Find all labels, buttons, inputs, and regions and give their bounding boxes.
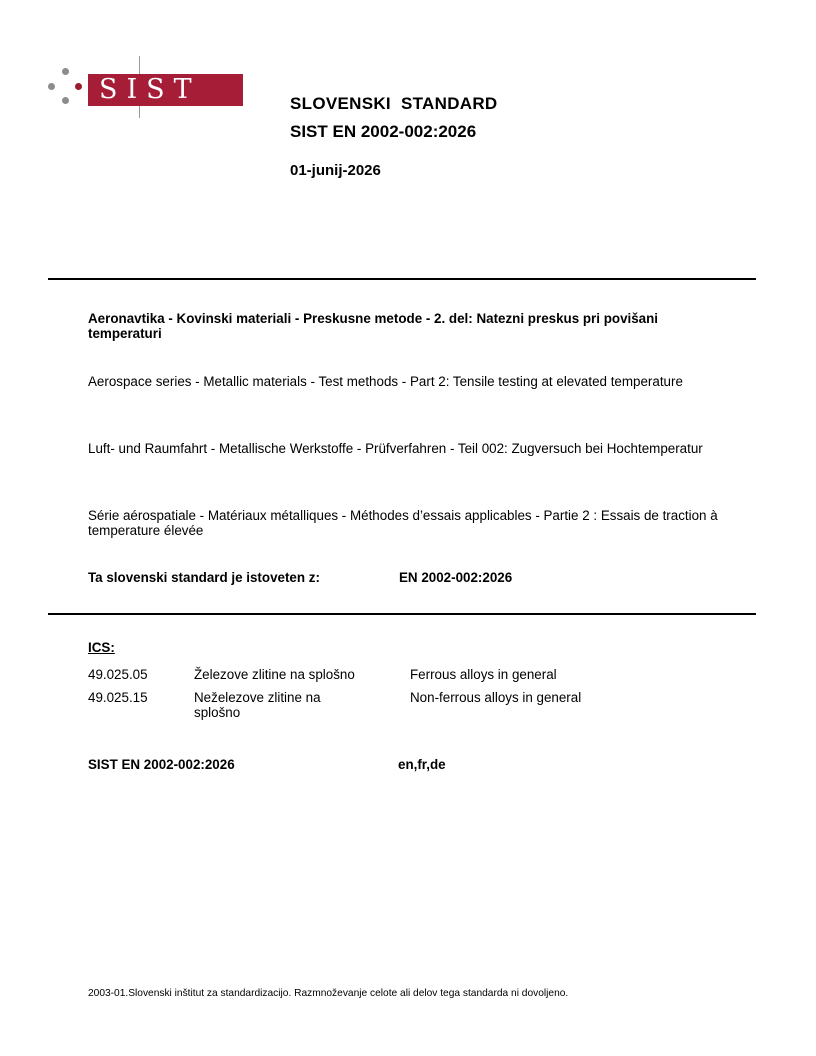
publication-date: 01-junij-2026: [290, 162, 381, 179]
bottom-standard-code: SIST EN 2002-002:2026: [88, 757, 235, 772]
identical-label: Ta slovenski standard je istoveten z:: [88, 570, 320, 585]
standard-type: SLOVENSKI STANDARD: [290, 94, 498, 113]
standard-number: SIST EN 2002-002:2026: [290, 122, 477, 141]
divider-top: [48, 278, 756, 280]
ics-description-sl: Železove zlitine na splošno: [194, 667, 355, 682]
title-german: Luft- und Raumfahrt - Metallische Werkstoffe - Prüfverfahren - Teil 002: Zugversuch bei Hochtemperatur: [88, 441, 703, 456]
title-slovene: Aeronavtika - Kovinski materiali - Preskusne metode - 2. del: Natezni preskus pri povišani temperaturi: [88, 311, 659, 341]
identical-value: EN 2002-002:2026: [399, 570, 513, 585]
copyright-footer: 2003-01.Slovenski inštitut za standardizacijo. Razmnoževanje celote ali delov tega standarda ni dovoljeno.: [88, 988, 569, 999]
sist-logo: [48, 64, 218, 124]
logo-dots-icon: [48, 64, 88, 114]
bottom-languages: en,fr,de: [398, 757, 446, 772]
ics-label: ICS:: [88, 640, 115, 655]
ics-code: 49.025.15: [88, 690, 148, 705]
divider-bottom: [48, 613, 756, 615]
ics-description-en: Ferrous alloys in general: [410, 667, 557, 682]
title-english: Aerospace series - Metallic materials - Test methods - Part 2: Tensile testing at elevated temperature: [88, 374, 683, 389]
ics-description-en: Non-ferrous alloys in general: [410, 690, 582, 705]
ics-code: 49.025.05: [88, 667, 148, 682]
ics-description-sl: Neželezove zlitine na splošno: [194, 690, 321, 720]
logo-wordmark: SIST: [88, 74, 243, 106]
title-french: Série aérospatiale - Matériaux métalliques - Méthodes d’essais applicables - Partie 2 : Essais de traction à temperature élevée: [88, 508, 718, 538]
